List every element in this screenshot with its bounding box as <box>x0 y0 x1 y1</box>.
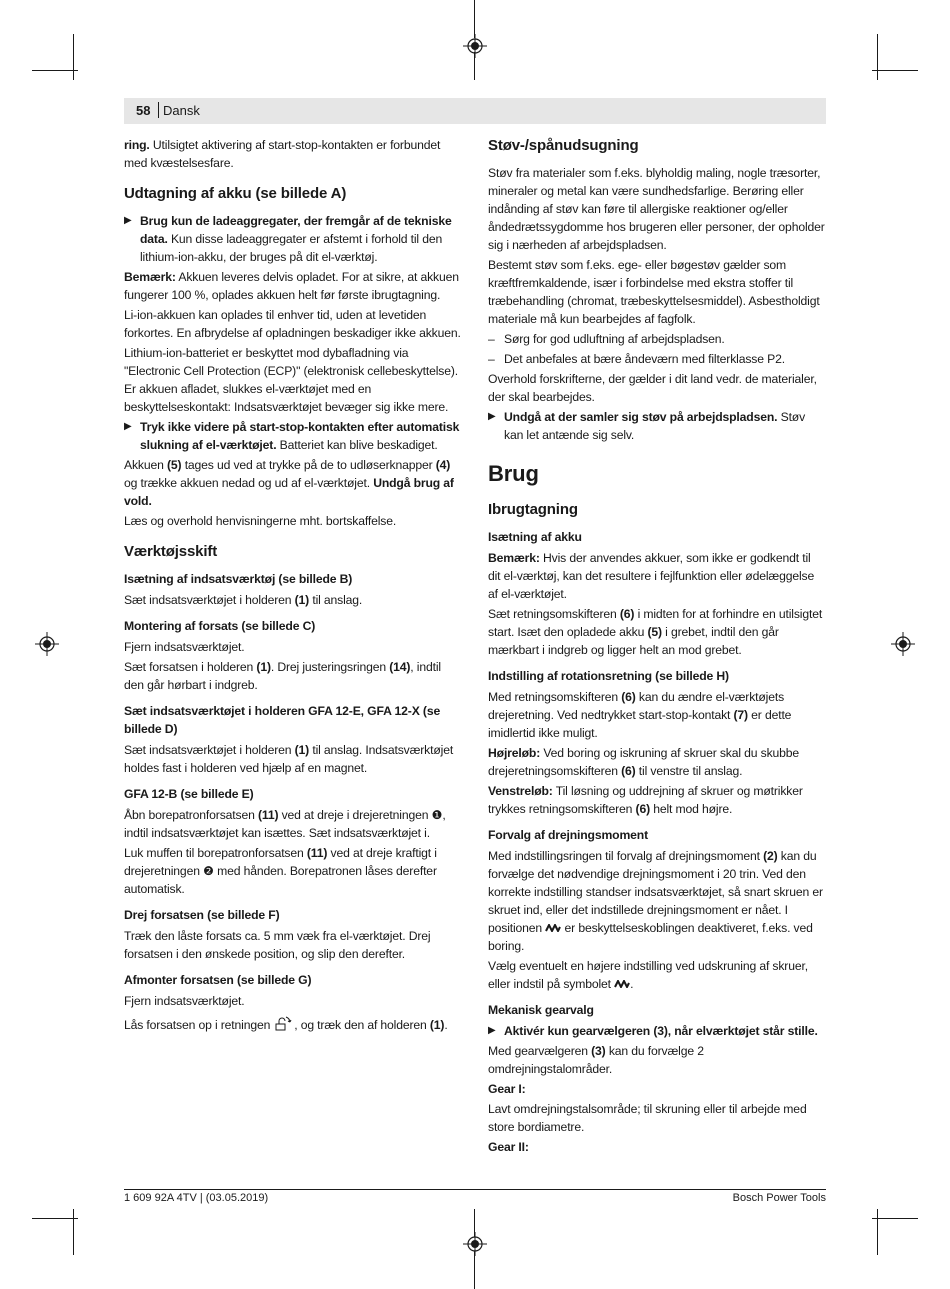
subsection-heading: Isætning af indsatsværktøj (se billede B) <box>124 572 353 586</box>
footer-brand: Bosch Power Tools <box>732 1192 826 1204</box>
crop-mark <box>877 1209 878 1255</box>
paragraph: Lithium-ion-batteriet er beskyttet mod dybafladning via "Electronic Cell Protection (ECP)" (elektronisk cellebeskyttelse). Er akkuen afladet, slukkes el-værktøjet med en beskyttelseskontakt: Indsatsværktøjet bevæger sig ikke mere. <box>124 346 459 414</box>
paragraph: Åbn borepatronforsatsen (11) ved at dreje i drejeretningen ❶, indtil indsatsværktøjet kan isættes. Sæt indsatsværktøjet i. <box>124 808 446 840</box>
paragraph: Læs og overhold henvisningerne mht. bortskaffelse. <box>124 514 397 528</box>
paragraph: Lås forsatsen op i retningen , og træk den af holderen (1). <box>124 1014 462 1034</box>
paragraph: Sæt indsatsværktøjet i holderen (1) til anslag. <box>124 593 363 607</box>
crop-mark <box>73 34 74 80</box>
header-divider <box>158 102 159 118</box>
paragraph: Li-ion-akkuen kan oplades til enhver tid, uden at levetiden forkortes. En afbrydelse af opladningen beskadiger ikke akkuen. <box>124 308 461 340</box>
crop-mark <box>32 70 78 71</box>
subsection-heading: GFA 12-B (se billede E) <box>124 787 254 801</box>
list-item: – Det anbefales at bære åndeværn med filterklasse P2. <box>488 352 785 366</box>
registration-mark-icon <box>35 632 59 656</box>
crop-mark <box>474 0 475 38</box>
page-number: 58 <box>136 103 151 118</box>
paragraph: Fjern indsatsværktøjet. <box>124 994 245 1008</box>
crop-mark <box>474 1251 475 1289</box>
subsection-heading: Drej forsatsen (se billede F) <box>124 908 280 922</box>
paragraph: Med gearvælgeren (3) kan du forvælge 2 omdrejningstalområder. <box>488 1044 704 1076</box>
page-header <box>124 98 826 124</box>
subsection-heading: Indstilling af rotationsretning (se billede H) <box>488 669 729 683</box>
registration-mark-icon <box>891 632 915 656</box>
section-heading: Udtagning af akku (se billede A) <box>124 185 347 202</box>
section-heading: Værktøjsskift <box>124 543 218 560</box>
subsection-heading: Afmonter forsatsen (se billede G) <box>124 973 312 987</box>
warning-item: ▶ Brug kun de ladeaggregater, der fremgår af de tekniske data. Kun disse ladeaggregater er afstemt i forhold til den lithium-ion-akku, der bruges på dit el-værktøj. <box>124 214 452 264</box>
paragraph: Akkuen (5) tages ud ved at trykke på de to udløserknapper (4) og trække akkuen nedad og ud af el-værktøjet. Undgå brug af vold. <box>124 458 454 508</box>
list-item: – Sørg for god udluftning af arbejdspladsen. <box>488 332 725 346</box>
registration-mark-icon <box>463 34 487 58</box>
arrow-icon: ▶ <box>124 215 132 226</box>
paragraph: Venstreløb: Til løsning og uddrejning af skruer og møtrikker trykkes retningsomskifteren (6) helt mod højre. <box>488 784 803 816</box>
gear-label: Gear II: <box>488 1140 529 1154</box>
warning-item: ▶ Aktivér kun gearvælgeren (3), når elværktøjet står stille. <box>488 1024 818 1038</box>
drill-symbol-icon <box>545 924 561 932</box>
crop-mark <box>877 34 878 80</box>
paragraph: Luk muffen til borepatronforsatsen (11) ved at dreje kraftigt i drejeretningen ❷ med hånden. Borepatronen låses derefter automatisk. <box>124 846 437 896</box>
paragraph: Med indstillingsringen til forvalg af drejningsmoment (2) kan du forvælge det nødvendige drejningsmoment i 20 trin. Ved den korrekte indstilling standser indsatsværktøjet, så snart skruen er skruet ind, eller det indstillede drejningsmoment er nået. I positionen er beskyttelseskoblingen deaktiveret, f.eks. ved boring. <box>488 849 823 953</box>
subsection-heading: Montering af forsats (se billede C) <box>124 619 316 633</box>
paragraph: Fjern indsatsværktøjet. <box>124 640 245 654</box>
paragraph: Højreløb: Ved boring og iskruning af skruer skal du skubbe drejeretningsomskifteren (6) til venstre til anslag. <box>488 746 800 778</box>
crop-mark <box>872 1218 918 1219</box>
subsection-heading: Sæt indsatsværktøjet i holderen GFA 12-E, GFA 12-X (se billede D) <box>124 704 441 736</box>
page-language: Dansk <box>163 103 200 118</box>
unlock-direction-icon <box>272 1014 292 1032</box>
drill-symbol-icon <box>614 980 630 988</box>
paragraph: Sæt retningsomskifteren (6) i midten for at forhindre en utilsigtet start. Isæt den opladede akku (5) i grebet, indtil den går mærkbart i indgreb og ligger helt an mod grebet. <box>488 607 823 657</box>
crop-mark <box>73 1209 74 1255</box>
arrow-icon: ▶ <box>488 1025 496 1036</box>
paragraph: Træk den låste forsats ca. 5 mm væk fra el-værktøjet. Drej forsatsen i den ønskede position, og slip den derefter. <box>124 929 431 961</box>
note: Bemærk: Akkuen leveres delvis opladet. For at sikre, at akkuen fungerer 100 %, oplades akkuen helt før første ibrugtagning. <box>124 270 459 302</box>
paragraph: Sæt forsatsen i holderen (1). Drej justeringsringen (14), indtil den går hørbart i indgreb. <box>124 660 441 692</box>
arrow-icon: ▶ <box>124 421 132 432</box>
paragraph: Sæt indsatsværktøjet i holderen (1) til anslag. Indsatsværktøjet holdes fast i holderen ved hjælp af en magnet. <box>124 743 454 775</box>
paragraph: Overhold forskrifterne, der gælder i dit land vedr. de materialer, der skal bearbejdes. <box>488 372 817 404</box>
paragraph: ring. Utilsigtet aktivering af start-stop-kontakten er forbundet med kvæstelsesfare. <box>124 138 441 170</box>
crop-mark <box>872 70 918 71</box>
footer-document-id: 1 609 92A 4TV | (03.05.2019) <box>124 1192 269 1204</box>
paragraph: Med retningsomskifteren (6) kan du ændre el-værktøjets drejeretning. Ved nedtrykket start-stop-kontakt (7) er dette imidlertid ikke muligt. <box>488 690 792 740</box>
warning-item: ▶ Undgå at der samler sig støv på arbejdspladsen. Støv kan let antænde sig selv. <box>488 410 806 442</box>
subsection-heading: Mekanisk gearvalg <box>488 1003 594 1017</box>
registration-mark-icon <box>463 1232 487 1256</box>
note: Bemærk: Hvis der anvendes akkuer, som ikke er godkendt til dit el-værktøj, kan det resultere i fejlfunktion eller ødelæggelse af el-værktøjet. <box>488 551 815 601</box>
subsection-heading: Isætning af akku <box>488 530 582 544</box>
chapter-heading: Brug <box>488 461 539 486</box>
paragraph: Lavt omdrejningstalsområde; til skruning eller til arbejde med store bordiametre. <box>488 1102 807 1134</box>
warning-item: ▶ Tryk ikke videre på start-stop-kontakten efter automatisk slukning af el-værktøjet. Batteriet kan blive beskadiget. <box>124 420 460 452</box>
arrow-icon: ▶ <box>488 411 496 422</box>
footer-divider <box>124 1189 826 1190</box>
right-column <box>488 136 826 1158</box>
paragraph: Bestemt støv som f.eks. ege- eller bøgestøv gælder som kræftfremkaldende, især i forbindelse med ekstra stoffer til træbehandling (chromat, træbeskyttelsesmiddel). Asbestholdigt materiale må kun bearbejdes af fagfolk. <box>488 258 820 326</box>
section-heading: Støv-/spånudsugning <box>488 137 639 154</box>
subsection-heading: Forvalg af drejningsmoment <box>488 828 648 842</box>
step-1-icon: ❶ <box>431 808 443 822</box>
paragraph: Støv fra materialer som f.eks. blyholdig maling, nogle træsorter, mineraler og metal kan være sundhedsfarlige. Berøring eller indånding af støv kan føre til allergiske reaktioner og/eller åndedrætssygdomme hos brugeren eller personer, der opholder sig i nærheden af arbejdspladsen. <box>488 166 825 252</box>
gear-label: Gear I: <box>488 1082 526 1096</box>
crop-mark <box>32 1218 78 1219</box>
left-column <box>124 136 462 1036</box>
paragraph: Vælg eventuelt en højere indstilling ved udskruning af skruer, eller indstil på symbolet . <box>488 959 808 991</box>
section-heading: Ibrugtagning <box>488 501 578 518</box>
step-2-icon: ❷ <box>203 864 214 878</box>
